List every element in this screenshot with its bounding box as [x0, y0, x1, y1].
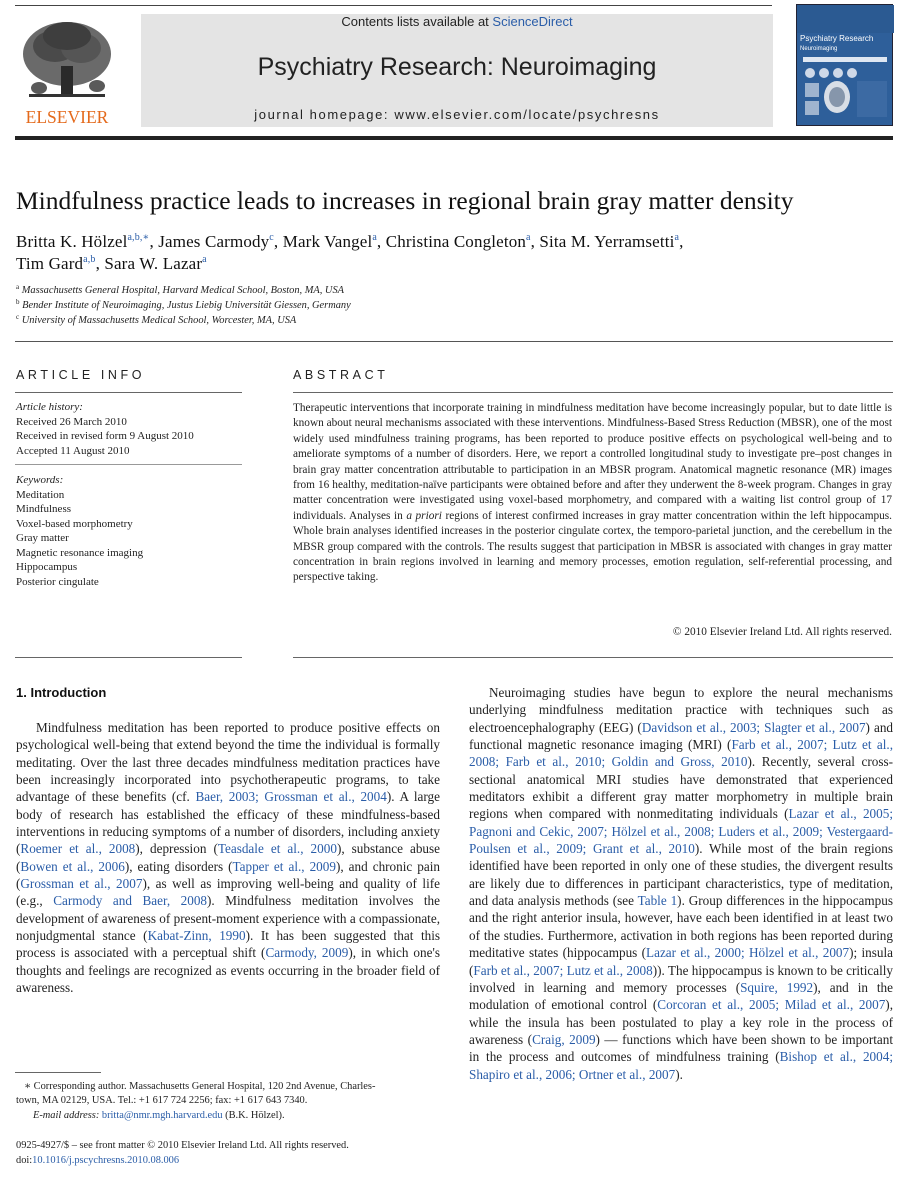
paragraph-text: ), eating disorders ( — [124, 858, 233, 874]
keyword: Meditation — [16, 488, 65, 501]
history-label: Article history: — [16, 401, 83, 413]
divider — [293, 657, 893, 658]
cover-subtitle: Neuroimaging — [800, 46, 838, 52]
contents-prefix: Contents lists available at — [341, 14, 493, 29]
citation-link[interactable]: Bowen et al., 2006 — [20, 858, 125, 874]
citation-link[interactable]: Grossman et al., 2007 — [20, 876, 143, 892]
abstract-text: Therapeutic interventions that incorporate training in mindfulness meditation have become increasingly popular, but to date little is known about neural mechanisms associated with these interventions. Mindfulness-Based Stress Reduction (MBSR), one of the most widely used mindfulness training programs, has been reported to produce positive effects on psychological well-being and to ameliorate symptoms of a number of disorders. Here, we report a controlled longitudinal study to investigate pre–post changes in brain gray matter concentration attributable to participation in an MBSR program. Anatomical magnetic resonance (MR) images from 16 healthy, meditation-naïve participants were obtained before and after they underwent the 8-week program. Changes in gray matter concentration were investigated using voxel-based morphometry, and compared with a waiting list control group of 17 individuals. Analyses in a priori regions of interest confirmed increases in gray matter concentration within the left hippocampus. Whole brain analyses identified increases in the posterior cingulate cortex, the temporo-parietal junction, and the cerebellum in the MBSR group compared with the controls. The results suggest that participation in MBSR is associated with changes in gray matter concentration in brain regions involved in learning and memory processes, emotion regulation, self-referential processing, and perspective taking. — [293, 402, 892, 584]
author[interactable]: Christina Congleton$^a$ — [385, 232, 531, 251]
author[interactable]: Britta K. Hölzel$^{a,b,∗}$ — [16, 232, 150, 251]
contents-line — [141, 14, 773, 29]
divider — [15, 392, 242, 393]
intro-right-column — [469, 684, 893, 1083]
keyword: Posterior cingulate — [16, 575, 99, 588]
header-thick-rule — [15, 136, 893, 140]
author[interactable]: Sara W. Lazar$^a$ — [104, 254, 207, 273]
authors-line-2: Tim Gard$^{a,b}$, Sara W. Lazar$^a$ — [16, 254, 207, 273]
affiliation: $^c$ University of Massachusetts Medical School, Worcester, MA, USA — [16, 313, 297, 326]
authors-line-1: Britta K. Hölzel$^{a,b,∗}$, James Carmody$^c$, Mark Vangel$^a$, Christina Congleton$^a$, Sita M. Yerramsetti$^a$, — [16, 232, 684, 251]
paragraph-text: ) — functions which have been shown to be important in the process and outcomes of mindfulness training ( — [469, 1031, 894, 1065]
article-history — [16, 400, 242, 458]
paragraph-text: ); insula ( — [469, 945, 893, 978]
intro-paragraph — [16, 719, 440, 997]
paragraph-text: ), substance abuse ( — [16, 841, 441, 874]
paragraph-text: ). — [675, 1066, 683, 1082]
citation-link[interactable]: Kabat-Zinn, 1990 — [147, 928, 246, 944]
publisher-name: ELSEVIER — [25, 107, 109, 126]
doi-link[interactable]: 10.1016/j.pscychresns.2010.08.006 — [32, 1155, 180, 1166]
doi-line: doi:10.1016/j.pscychresns.2010.08.006 — [16, 1155, 180, 1166]
journal-cover-image — [796, 4, 893, 126]
citation-link[interactable]: Baer, 2003; Grossman et al., 2004 — [195, 789, 387, 805]
cover-art — [797, 5, 894, 127]
paragraph-text: ), while the insula has been postulated to play a key role in the process of awareness ( — [469, 997, 893, 1047]
elsevier-logo — [15, 6, 119, 126]
citation-link[interactable]: Lazar et al., 2000; Hölzel et al., 2007 — [646, 945, 850, 961]
citation-link[interactable]: Squire, 1992 — [740, 979, 814, 995]
issn-line: 0925-4927/$ – see front matter © 2010 Elsevier Ireland Ltd. All rights reserved. — [16, 1140, 349, 1151]
intro-left-column — [16, 719, 440, 997]
citation-link[interactable]: Corcoran et al., 2005; Milad et al., 2007 — [657, 997, 886, 1013]
footnote-rule — [15, 1072, 101, 1073]
keywords-label: Keywords: — [16, 474, 64, 486]
citation-link[interactable]: Lazar et al., 2005; Pagnoni and Cekic, 2007; Hölzel et al., 2008; Luders et al., 2009; Vestergaard-Poulsen et al., 2009; Grant et al., 2010 — [469, 806, 893, 857]
abstract-copyright: © 2010 Elsevier Ireland Ltd. All rights reserved. — [672, 626, 892, 638]
citation-link[interactable]: Bishop et al., 2004; Shapiro et al., 2006; Ortner et al., 2007 — [469, 1049, 893, 1082]
corresponding-author-contact: town, MA 02129, USA. Tel.: +1 617 724 2256; fax: +1 617 643 7340. — [16, 1095, 308, 1106]
divider — [15, 341, 893, 342]
keyword: Magnetic resonance imaging — [16, 546, 144, 559]
divider — [15, 464, 242, 465]
journal-title: Psychiatry Research: Neuroimaging — [257, 53, 657, 81]
paragraph-text: ). Group differences in the hippocampus and the right anterior insula, however, have each been identified in at least two of the studies. Furthermore, activation in both regions has been reported during meditative states (hippocampus ( — [469, 893, 893, 961]
paragraph-text: ). A large body of research has established the efficacy of these mindfulness-based interventions in reducing symptoms of a number of disorders, including anxiety ( — [16, 789, 441, 857]
affiliation: $^b$ Bender Institute of Neuroimaging, Justus Liebig Universität Giessen, Germany — [16, 298, 351, 311]
email-line: E-mail address: britta@nmr.mgh.harvard.edu (B.K. Hölzel). — [33, 1110, 285, 1121]
keyword: Hippocampus — [16, 561, 78, 573]
citation-link[interactable]: Craig, 2009 — [532, 1031, 596, 1047]
paragraph-text: ). While most of the brain regions identified have been reported in only one of these studies, the divergent results are likely due to differences in participant characteristics, type of meditation, and data analysis methods (see — [469, 841, 893, 909]
author[interactable]: Mark Vangel$^a$ — [282, 232, 377, 251]
history-item: Accepted 11 August 2010 — [16, 444, 130, 457]
author[interactable]: Sita M. Yerramsetti$^a$ — [539, 232, 680, 251]
paragraph-text: Mindfulness meditation has been reported to produce positive effects on psychological well-being that extend beyond the time the individual is formally meditating. Over the last three decades mindfulness meditation practices have been increasingly incorporated into psychotherapeutic programs, to take advantage of these benefits (cf. — [16, 720, 440, 805]
citation-link[interactable]: Farb et al., 2007; Lutz et al., 2008; Farb et al., 2010; Goldin and Gross, 2010 — [469, 737, 893, 770]
divider — [293, 392, 893, 393]
citation-link[interactable]: Teasdale et al., 2000 — [217, 841, 337, 857]
author[interactable]: James Carmody$^c$ — [158, 232, 274, 251]
cover-title — [800, 34, 890, 52]
keywords — [16, 473, 242, 589]
affiliation: $^a$ Massachusetts General Hospital, Harvard Medical School, Boston, MA, USA — [16, 283, 344, 296]
keyword: Voxel-based morphometry — [16, 517, 133, 530]
author[interactable]: Tim Gard$^{a,b}$ — [16, 254, 96, 273]
corresponding-author: ∗ Corresponding author. Massachusetts General Hospital, 120 2nd Avenue, Charles- — [24, 1081, 376, 1092]
tree-icon — [23, 22, 111, 97]
citation-link[interactable]: Tapper et al., 2009 — [232, 858, 336, 874]
cover-title-text: Psychiatry Research — [800, 34, 874, 43]
paragraph-text: ), in which one's thoughts and feelings are recognized as events occurring in the broader field of awareness. — [16, 945, 440, 996]
abstract-heading: ABSTRACT — [293, 368, 389, 382]
citation-link[interactable]: Davidson et al., 2003; Slagter et al., 2007 — [641, 719, 866, 735]
citation-link[interactable]: Carmody and Baer, 2008 — [53, 893, 208, 909]
history-item: Received 26 March 2010 — [16, 415, 127, 428]
keyword: Gray matter — [16, 532, 69, 544]
sciencedirect-link[interactable]: ScienceDirect — [492, 14, 573, 29]
journal-homepage[interactable]: journal homepage: www.elsevier.com/locate/psychresns — [254, 107, 660, 122]
citation-link[interactable]: Carmody, 2009 — [265, 945, 349, 961]
divider — [15, 657, 242, 658]
citation-link[interactable]: Table 1 — [637, 893, 678, 909]
header-top-rule — [15, 5, 772, 6]
article-info-heading: ARTICLE INFO — [16, 368, 146, 382]
paragraph-text: ), as well as improving well-being and quality of life (e.g., — [16, 876, 440, 909]
citation-link[interactable]: Farb et al., 2007; Lutz et al., 2008 — [473, 962, 653, 978]
paragraph-text: ), depression ( — [135, 841, 218, 857]
paragraph-text: ). It has been suggested that this process is associated with a perceptual shift ( — [16, 928, 440, 961]
paragraph-text: ). Mindfulness meditation involves the development of awareness of present-moment experience with a compassionate, nonjudgmental stance ( — [16, 893, 440, 944]
paragraph-text: ) and functional magnetic resonance imaging (MRI) ( — [469, 719, 894, 753]
history-item: Received in revised form 9 August 2010 — [16, 430, 194, 442]
section-heading: 1. Introduction — [16, 685, 107, 700]
intro-paragraph — [469, 684, 893, 1083]
article-title: Mindfulness practice leads to increases in regional brain gray matter density — [16, 186, 794, 215]
paragraph-text: ). Recently, several cross-sectional anatomical MRI studies have demonstrated that experienced meditators exhibit a different gray matter morphometry in multiple brain regions when compared with nonmeditating individuals ( — [469, 754, 893, 822]
citation-link[interactable]: Roemer et al., 2008 — [20, 841, 136, 857]
paragraph-text: ), and chronic pain ( — [16, 858, 440, 892]
paragraph-text: ), and in the modulation of emotional control ( — [469, 979, 893, 1013]
paragraph-text: Neuroimaging studies have begun to explore the neural mechanisms underlying mindfulness meditation practice with techniques such as electroencephalography (EEG) ( — [469, 685, 893, 735]
email-link[interactable]: britta@nmr.mgh.harvard.edu — [101, 1110, 223, 1121]
paragraph-text: )). The hippocampus is known to be critically involved in learning and memory processes ( — [469, 962, 894, 995]
keyword: Mindfulness — [16, 503, 71, 515]
